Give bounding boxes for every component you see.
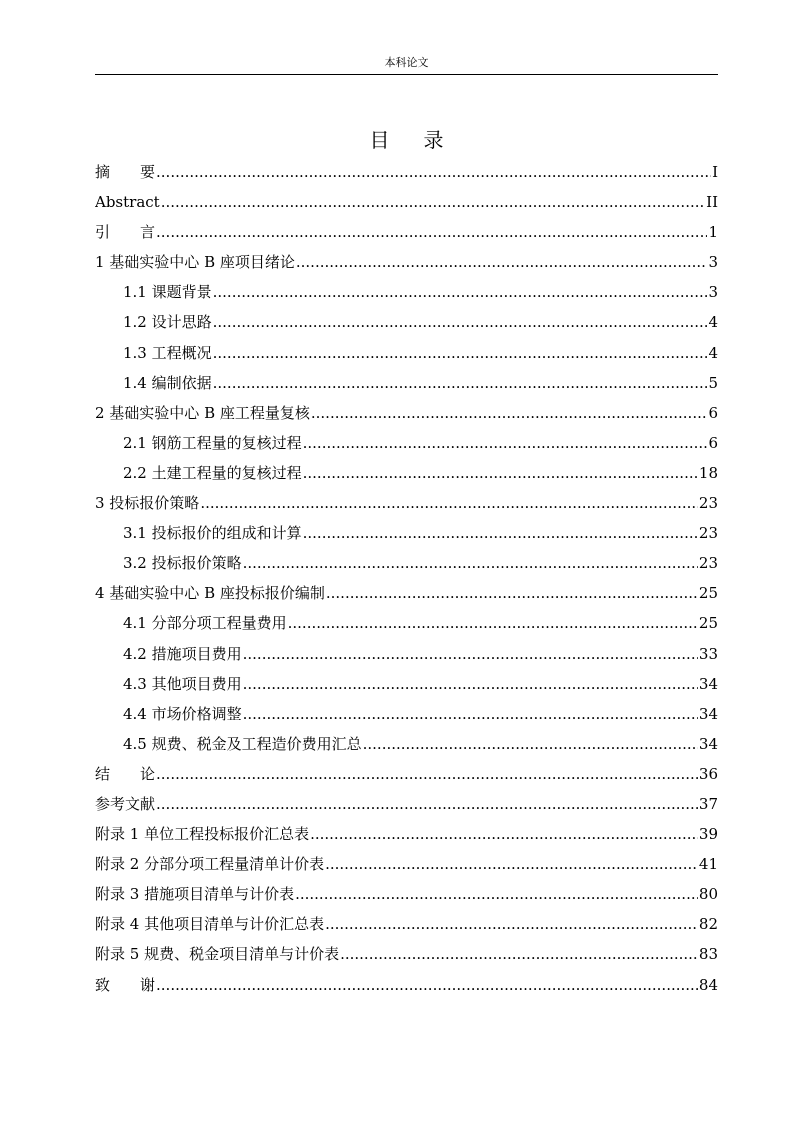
toc-entry[interactable] — [95, 789, 718, 819]
toc-entry-page: 4 — [708, 343, 718, 362]
toc-entry-label: 引言 — [95, 223, 186, 242]
toc-dot-leader — [310, 819, 698, 849]
toc-dot-leader — [200, 488, 698, 518]
header-rule — [95, 74, 718, 75]
toc-entry-page: 34 — [698, 704, 718, 723]
toc-entry-label: 1.3 工程概况 — [123, 343, 212, 362]
toc-entry[interactable] — [95, 729, 718, 759]
toc-dot-leader — [340, 939, 698, 969]
toc-entry[interactable] — [95, 247, 718, 277]
toc-entry-label: 3.1 投标报价的组成和计算 — [123, 524, 302, 543]
toc-entry-page: 25 — [698, 614, 718, 633]
toc-entry[interactable] — [95, 759, 718, 789]
toc-entry[interactable] — [95, 970, 718, 1000]
toc-entry[interactable] — [95, 277, 718, 307]
toc-entry-label: 参考文献 — [95, 794, 156, 813]
running-header: 本科论文 — [384, 56, 429, 69]
toc-entry-label: 2.1 钢筋工程量的复核过程 — [123, 433, 302, 452]
toc-entry-page: 36 — [698, 764, 718, 783]
toc-entry-page: 23 — [698, 524, 718, 543]
table-of-contents — [95, 157, 718, 1000]
toc-dot-leader — [156, 970, 698, 1000]
toc-entry-page: 1 — [708, 223, 718, 242]
toc-entry[interactable] — [95, 548, 718, 578]
toc-entry-page: 3 — [708, 283, 718, 302]
toc-entry-page: 33 — [698, 644, 718, 663]
toc-dot-leader — [363, 729, 698, 759]
toc-entry[interactable] — [95, 879, 718, 909]
toc-entry-page: 18 — [698, 463, 718, 482]
toc-dot-leader — [156, 789, 698, 819]
toc-entry-label: 附录 3 措施项目清单与计价表 — [95, 885, 295, 904]
toc-entry-page: 6 — [708, 403, 718, 422]
toc-entry-page: 23 — [698, 554, 718, 573]
toc-dot-leader — [213, 307, 708, 337]
toc-entry-label: 4.3 其他项目费用 — [123, 674, 242, 693]
toc-entry-label: 4.5 规费、税金及工程造价费用汇总 — [123, 734, 362, 753]
toc-entry[interactable] — [95, 458, 718, 488]
toc-entry-label: 附录 4 其他项目清单与计价汇总表 — [95, 915, 325, 934]
toc-entry-page: II — [706, 193, 718, 212]
toc-title: 目录 — [369, 128, 478, 152]
toc-dot-leader — [243, 639, 698, 669]
toc-entry-page: 25 — [698, 584, 718, 603]
toc-entry[interactable] — [95, 398, 718, 428]
toc-entry-page: 6 — [708, 433, 718, 452]
toc-entry-page: 5 — [708, 373, 718, 392]
toc-dot-leader — [325, 909, 698, 939]
toc-entry[interactable] — [95, 608, 718, 638]
toc-dot-leader — [243, 669, 698, 699]
toc-entry[interactable] — [95, 338, 718, 368]
toc-entry-page: I — [712, 163, 718, 181]
toc-dot-leader — [311, 398, 708, 428]
toc-entry-label: 4.1 分部分项工程量费用 — [123, 614, 287, 633]
toc-dot-leader — [326, 578, 698, 608]
toc-dot-leader — [213, 368, 708, 398]
toc-entry-label: 结论 — [95, 764, 186, 783]
toc-entry[interactable] — [95, 187, 718, 217]
toc-entry[interactable] — [95, 307, 718, 337]
toc-entry-page: 41 — [698, 855, 718, 874]
toc-entry-page: 34 — [698, 674, 718, 693]
toc-dot-leader — [243, 548, 698, 578]
toc-dot-leader — [303, 458, 698, 488]
toc-entry[interactable] — [95, 518, 718, 548]
toc-entry[interactable] — [95, 699, 718, 729]
toc-entry[interactable] — [95, 217, 718, 247]
toc-dot-leader — [156, 759, 698, 789]
toc-entry[interactable] — [95, 909, 718, 939]
toc-entry-label: 致谢 — [95, 975, 186, 994]
toc-dot-leader — [156, 157, 711, 187]
toc-dot-leader — [325, 849, 698, 879]
toc-entry-page: 39 — [698, 825, 718, 844]
toc-entry-page: 82 — [698, 915, 718, 934]
toc-entry-page: 23 — [698, 494, 718, 513]
toc-dot-leader — [213, 277, 708, 307]
toc-dot-leader — [213, 338, 708, 368]
toc-entry-label: 4.2 措施项目费用 — [123, 644, 242, 663]
toc-entry[interactable] — [95, 368, 718, 398]
toc-entry-label: Abstract — [95, 193, 160, 212]
toc-entry[interactable] — [95, 428, 718, 458]
toc-entry-page: 84 — [698, 975, 718, 994]
toc-entry[interactable] — [95, 639, 718, 669]
toc-dot-leader — [303, 518, 698, 548]
toc-entry-label: 2 基础实验中心 B 座工程量复核 — [95, 403, 310, 422]
toc-entry-page: 34 — [698, 734, 718, 753]
toc-entry-label: 2.2 土建工程量的复核过程 — [123, 463, 302, 482]
toc-entry-label: 3 投标报价策略 — [95, 494, 200, 513]
toc-dot-leader — [161, 187, 705, 217]
toc-entry-label: 附录 2 分部分项工程量清单计价表 — [95, 855, 325, 874]
toc-entry[interactable] — [95, 669, 718, 699]
toc-dot-leader — [296, 247, 708, 277]
toc-entry-label: 附录 1 单位工程投标报价汇总表 — [95, 825, 310, 844]
toc-entry-page: 4 — [708, 313, 718, 332]
toc-entry-label: 4.4 市场价格调整 — [123, 704, 242, 723]
toc-entry[interactable] — [95, 939, 718, 969]
toc-entry-label: 4 基础实验中心 B 座投标报价编制 — [95, 584, 325, 603]
toc-entry-label: 1.4 编制依据 — [123, 373, 212, 392]
toc-entry-page: 80 — [698, 885, 718, 904]
toc-dot-leader — [243, 699, 698, 729]
toc-entry-label: 3.2 投标报价策略 — [123, 554, 242, 573]
toc-entry-page: 37 — [698, 794, 718, 813]
toc-entry-page: 83 — [698, 945, 718, 964]
toc-entry[interactable] — [95, 849, 718, 879]
toc-entry[interactable] — [95, 578, 718, 608]
toc-dot-leader — [288, 608, 698, 638]
toc-entry-label: 1.2 设计思路 — [123, 313, 212, 332]
toc-entry-label: 摘要 — [95, 163, 186, 181]
toc-entry-label: 附录 5 规费、税金项目清单与计价表 — [95, 945, 340, 964]
toc-entry[interactable] — [95, 157, 718, 187]
toc-entry-label: 1 基础实验中心 B 座项目绪论 — [95, 253, 295, 272]
toc-entry[interactable] — [95, 488, 718, 518]
toc-dot-leader — [156, 217, 707, 247]
toc-entry[interactable] — [95, 819, 718, 849]
toc-dot-leader — [295, 879, 698, 909]
toc-dot-leader — [303, 428, 708, 458]
toc-entry-label: 1.1 课题背景 — [123, 283, 212, 302]
toc-entry-page: 3 — [708, 253, 718, 272]
